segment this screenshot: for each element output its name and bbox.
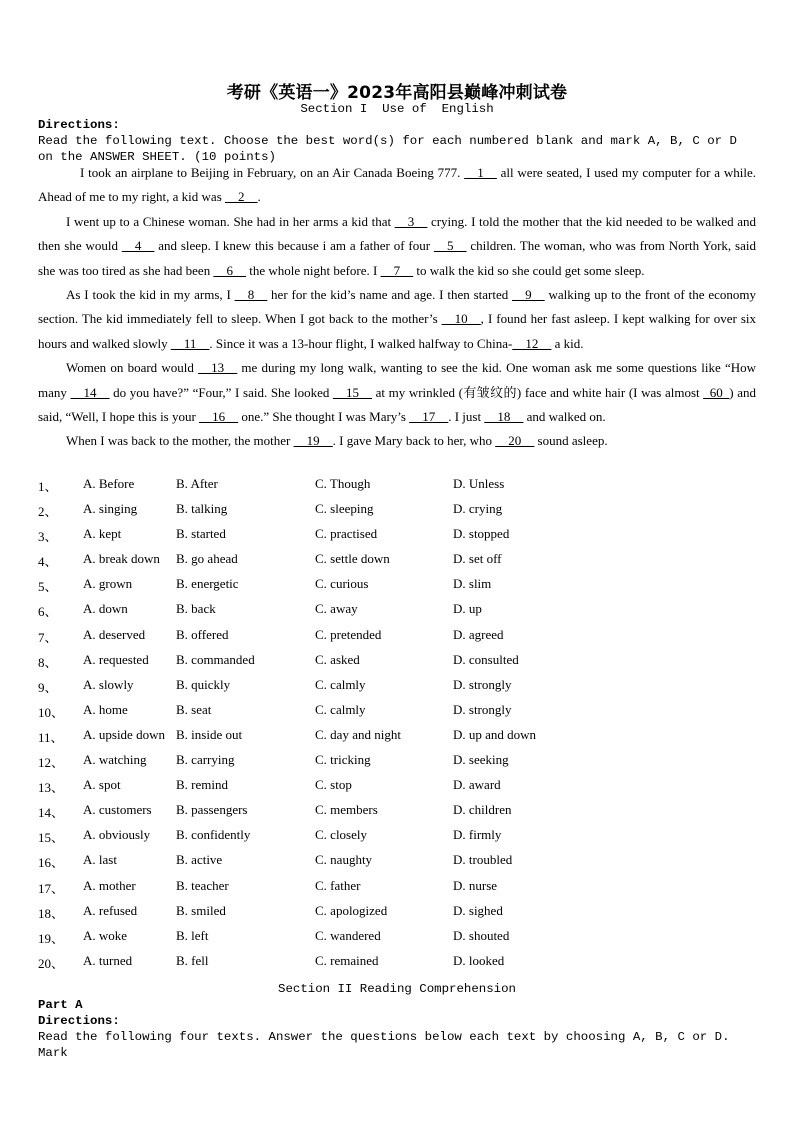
question-number: 8、 — [38, 654, 58, 670]
directions-label: Directions: — [38, 118, 120, 132]
blank-number: __15__ — [332, 384, 372, 400]
option-b: B. confidently — [176, 827, 251, 843]
passage-text: one.” She thought I was Mary’s — [238, 409, 410, 425]
question-number: 5、 — [38, 579, 58, 595]
option-c: C. stop — [315, 777, 352, 793]
passage-text: sound asleep. — [534, 433, 608, 449]
option-a: A. slowly — [83, 676, 134, 692]
question-number: 15、 — [38, 830, 65, 846]
option-d: D. firmly — [453, 827, 502, 843]
option-b: B. carrying — [176, 752, 235, 768]
option-d: D. shouted — [453, 927, 510, 943]
option-b: B. remind — [176, 777, 228, 793]
blank-number: __3__ — [394, 213, 428, 229]
passage-text: ) and said, “Well, I hope this is your — [38, 384, 757, 425]
option-c: C. wandered — [315, 927, 381, 943]
option-c: C. curious — [315, 576, 369, 592]
question-number: 20、 — [38, 955, 65, 971]
passage-paragraph-3 — [38, 283, 756, 356]
option-b: B. quickly — [176, 676, 231, 692]
passage-text: a kid. — [551, 335, 584, 351]
question-number: 11、 — [38, 729, 64, 745]
option-a: A. mother — [83, 877, 136, 893]
passage-paragraph-2 — [38, 210, 756, 283]
blank-number: __16__ — [199, 409, 239, 425]
option-a: A. watching — [83, 752, 147, 768]
cloze-passage — [38, 161, 756, 454]
option-c: C. pretended — [315, 626, 382, 642]
option-a: A. turned — [83, 952, 133, 968]
option-b: B. inside out — [176, 726, 243, 742]
question-row — [38, 677, 756, 702]
question-row — [38, 576, 756, 601]
option-c: C. Though — [315, 476, 371, 491]
option-d: D. children — [453, 802, 512, 818]
option-c: C. calmly — [315, 676, 366, 692]
passage-paragraph-4 — [38, 356, 756, 429]
passage-text: . Since it was a 13-hour flight, I walked halfway to China- — [209, 335, 513, 351]
option-d: D. troubled — [453, 852, 513, 868]
passage-text: I went up to a Chinese woman. She had in her arms a kid that — [66, 213, 395, 229]
option-d: D. stopped — [453, 526, 510, 542]
option-a: A. Before — [83, 476, 135, 491]
question-row — [38, 777, 756, 802]
passage-text: children. The woman, who was from North York, said she was too tired as she had been — [38, 238, 756, 278]
blank-number: __20__ — [495, 433, 535, 449]
blank-number: __6__ — [213, 262, 246, 278]
passage-text: walking up to the front of the economy section. The kid immediately fell to sleep. When I got back to the mother’s — [38, 287, 756, 327]
option-b: B. smiled — [176, 902, 226, 918]
option-b: B. teacher — [176, 877, 229, 893]
question-number: 2、 — [38, 504, 58, 520]
option-d: D. Unless — [453, 476, 505, 491]
option-d: D. award — [453, 777, 501, 793]
option-c: C. settle down — [315, 551, 390, 567]
passage-text: crying. I told the mother that the kid needed to be walked and then she would — [38, 213, 756, 254]
option-c: C. remained — [315, 952, 379, 968]
directions-text: Read the following text. Choose the best word(s) for each numbered blank and mark A, B, C or D on the ANSWER SHEET. (10 points) — [38, 134, 737, 164]
section-2-heading: Section II Reading Comprehension — [278, 982, 516, 996]
question-number: 14、 — [38, 805, 65, 821]
option-b: B. back — [176, 601, 216, 617]
option-b: B. left — [176, 927, 209, 943]
question-number: 17、 — [38, 880, 65, 896]
option-a: A. requested — [83, 651, 149, 667]
option-c: C. father — [315, 877, 361, 893]
question-row — [38, 752, 756, 777]
option-d: D. strongly — [453, 676, 512, 692]
exam-title: 考研《英语一》2023年高阳县巅峰冲刺试卷 — [226, 83, 568, 103]
passage-text: her for the kid’s name and age. I then started — [267, 287, 513, 303]
option-d: D. up and down — [453, 726, 537, 742]
option-b: B. talking — [176, 501, 228, 517]
question-row — [38, 928, 756, 953]
question-row — [38, 852, 756, 877]
section-1-heading: Section I Use of English — [300, 102, 494, 116]
passage-text: to walk the kid so she could get some sleep. — [413, 262, 645, 278]
question-row — [38, 702, 756, 727]
option-d: D. seeking — [453, 752, 509, 768]
option-a: A. refused — [83, 902, 138, 918]
passage-text: and sleep. I knew this because i am a father of four — [154, 238, 434, 254]
option-d: D. consulted — [453, 651, 519, 667]
passage-text: I took an airplane to Beijing in February, on an Air Canada Boeing 777. — [80, 165, 465, 180]
blank-number: __8__ — [234, 287, 268, 303]
option-c: C. practised — [315, 526, 378, 542]
option-d: D. crying — [453, 501, 503, 517]
option-a: A. down — [83, 601, 128, 617]
passage-text: , I found her fast asleep. I kept walking for over six hours and walked slowly — [38, 311, 756, 351]
question-number: 6、 — [38, 604, 58, 620]
option-c: C. calmly — [315, 701, 366, 717]
option-b: B. seat — [176, 701, 212, 717]
option-a: A. obviously — [83, 827, 151, 843]
blank-number: __10__ — [441, 311, 481, 327]
blank-number: __4__ — [121, 238, 155, 254]
passage-text: When I was back to the mother, the mother — [66, 433, 294, 449]
question-row — [38, 827, 756, 852]
option-d: D. looked — [453, 952, 505, 968]
question-number: 7、 — [38, 629, 58, 645]
passage-text: . I just — [448, 409, 485, 425]
option-b: B. commanded — [176, 651, 255, 667]
question-number: 18、 — [38, 905, 65, 921]
option-b: B. offered — [176, 626, 229, 642]
passage-text: and walked on. — [523, 409, 606, 425]
option-b: B. energetic — [176, 576, 239, 592]
passage-paragraph-5 — [38, 429, 756, 453]
option-d: D. nurse — [453, 877, 498, 893]
passage-paragraph-1 — [38, 161, 756, 210]
option-a: A. woke — [83, 927, 128, 943]
question-number: 9、 — [38, 679, 58, 695]
passage-text: the whole night before. I — [245, 262, 381, 278]
question-row — [38, 953, 756, 978]
passage-text: . — [257, 189, 261, 205]
option-a: A. home — [83, 701, 128, 717]
blank-number: _60_ — [703, 384, 730, 400]
passage-text: As I took the kid in my arms, I — [66, 287, 235, 303]
option-c: C. naughty — [315, 852, 373, 868]
option-c: C. closely — [315, 827, 367, 843]
blank-number: __12__ — [512, 335, 552, 351]
passage-text: all were seated, I used my computer for a while. Ahead of me to my right, a kid was — [38, 165, 756, 205]
option-c: C. day and night — [315, 726, 401, 742]
section-2-directions-text: Read the following four texts. Answer the questions below each text by choosing A, B, C or D. Mark — [38, 1030, 730, 1060]
question-number: 19、 — [38, 930, 65, 946]
option-b: B. active — [176, 852, 223, 868]
option-a: A. kept — [83, 526, 122, 542]
question-options-list — [38, 476, 756, 978]
passage-text: . I gave Mary back to her, who — [332, 433, 496, 449]
passage-text: do you have?” “Four,” I said. She looked — [109, 384, 333, 400]
option-b: B. started — [176, 526, 226, 542]
option-b: B. After — [176, 476, 218, 491]
question-number: 13、 — [38, 780, 65, 796]
blank-number: __5__ — [433, 238, 467, 254]
question-number: 12、 — [38, 755, 65, 771]
option-a: A. upside down — [83, 726, 165, 742]
option-d: D. up — [453, 601, 482, 617]
question-row — [38, 601, 756, 626]
blank-number: __13__ — [198, 360, 238, 376]
question-number: 1、 — [38, 479, 58, 494]
option-c: C. away — [315, 601, 358, 617]
option-a: A. customers — [83, 802, 152, 818]
blank-number: __17__ — [409, 409, 449, 425]
passage-text: me during my long walk, wanting to see the kid. One woman ask me some questions like “How many — [38, 360, 756, 400]
option-b: B. passengers — [176, 802, 248, 818]
option-c: C. asked — [315, 651, 360, 667]
question-row — [38, 903, 756, 928]
option-d: D. slim — [453, 576, 492, 592]
option-c: C. sleeping — [315, 501, 374, 517]
question-row — [38, 802, 756, 827]
question-row — [38, 501, 756, 526]
option-d: D. sighed — [453, 902, 503, 918]
option-a: A. last — [83, 852, 117, 868]
option-c: C. members — [315, 802, 378, 818]
option-a: A. grown — [83, 576, 133, 592]
option-a: A. deserved — [83, 626, 146, 642]
blank-number: __2__ — [225, 189, 258, 205]
question-row — [38, 727, 756, 752]
blank-number: __1__ — [464, 165, 497, 180]
option-d: D. strongly — [453, 701, 512, 717]
option-b: B. go ahead — [176, 551, 238, 567]
option-c: C. apologized — [315, 902, 388, 918]
blank-number: __7__ — [380, 262, 414, 278]
question-row — [38, 878, 756, 903]
passage-text: Women on board would — [66, 360, 199, 376]
question-row — [38, 526, 756, 551]
blank-number: __18__ — [484, 409, 524, 425]
blank-number: __14__ — [70, 384, 110, 400]
question-row — [38, 652, 756, 677]
option-d: D. agreed — [453, 626, 504, 642]
blank-number: __9__ — [512, 287, 545, 303]
question-number: 3、 — [38, 529, 58, 545]
blank-number: __11__ — [170, 335, 210, 351]
option-b: B. fell — [176, 952, 209, 968]
option-a: A. break down — [83, 551, 160, 567]
question-row — [38, 627, 756, 652]
question-number: 10、 — [38, 704, 65, 720]
part-a-label: Part A — [38, 998, 83, 1012]
question-number: 16、 — [38, 855, 65, 871]
question-row — [38, 476, 756, 501]
question-number: 4、 — [38, 554, 58, 570]
option-a: A. singing — [83, 501, 138, 517]
passage-text: at my wrinkled (有皱纹的) face and white hair (I was almost — [371, 384, 704, 400]
option-c: C. tricking — [315, 752, 371, 768]
option-a: A. spot — [83, 777, 121, 793]
question-row — [38, 551, 756, 576]
section-2-directions-label: Directions: — [38, 1014, 120, 1028]
blank-number: __19__ — [293, 433, 333, 449]
option-d: D. set off — [453, 551, 502, 567]
